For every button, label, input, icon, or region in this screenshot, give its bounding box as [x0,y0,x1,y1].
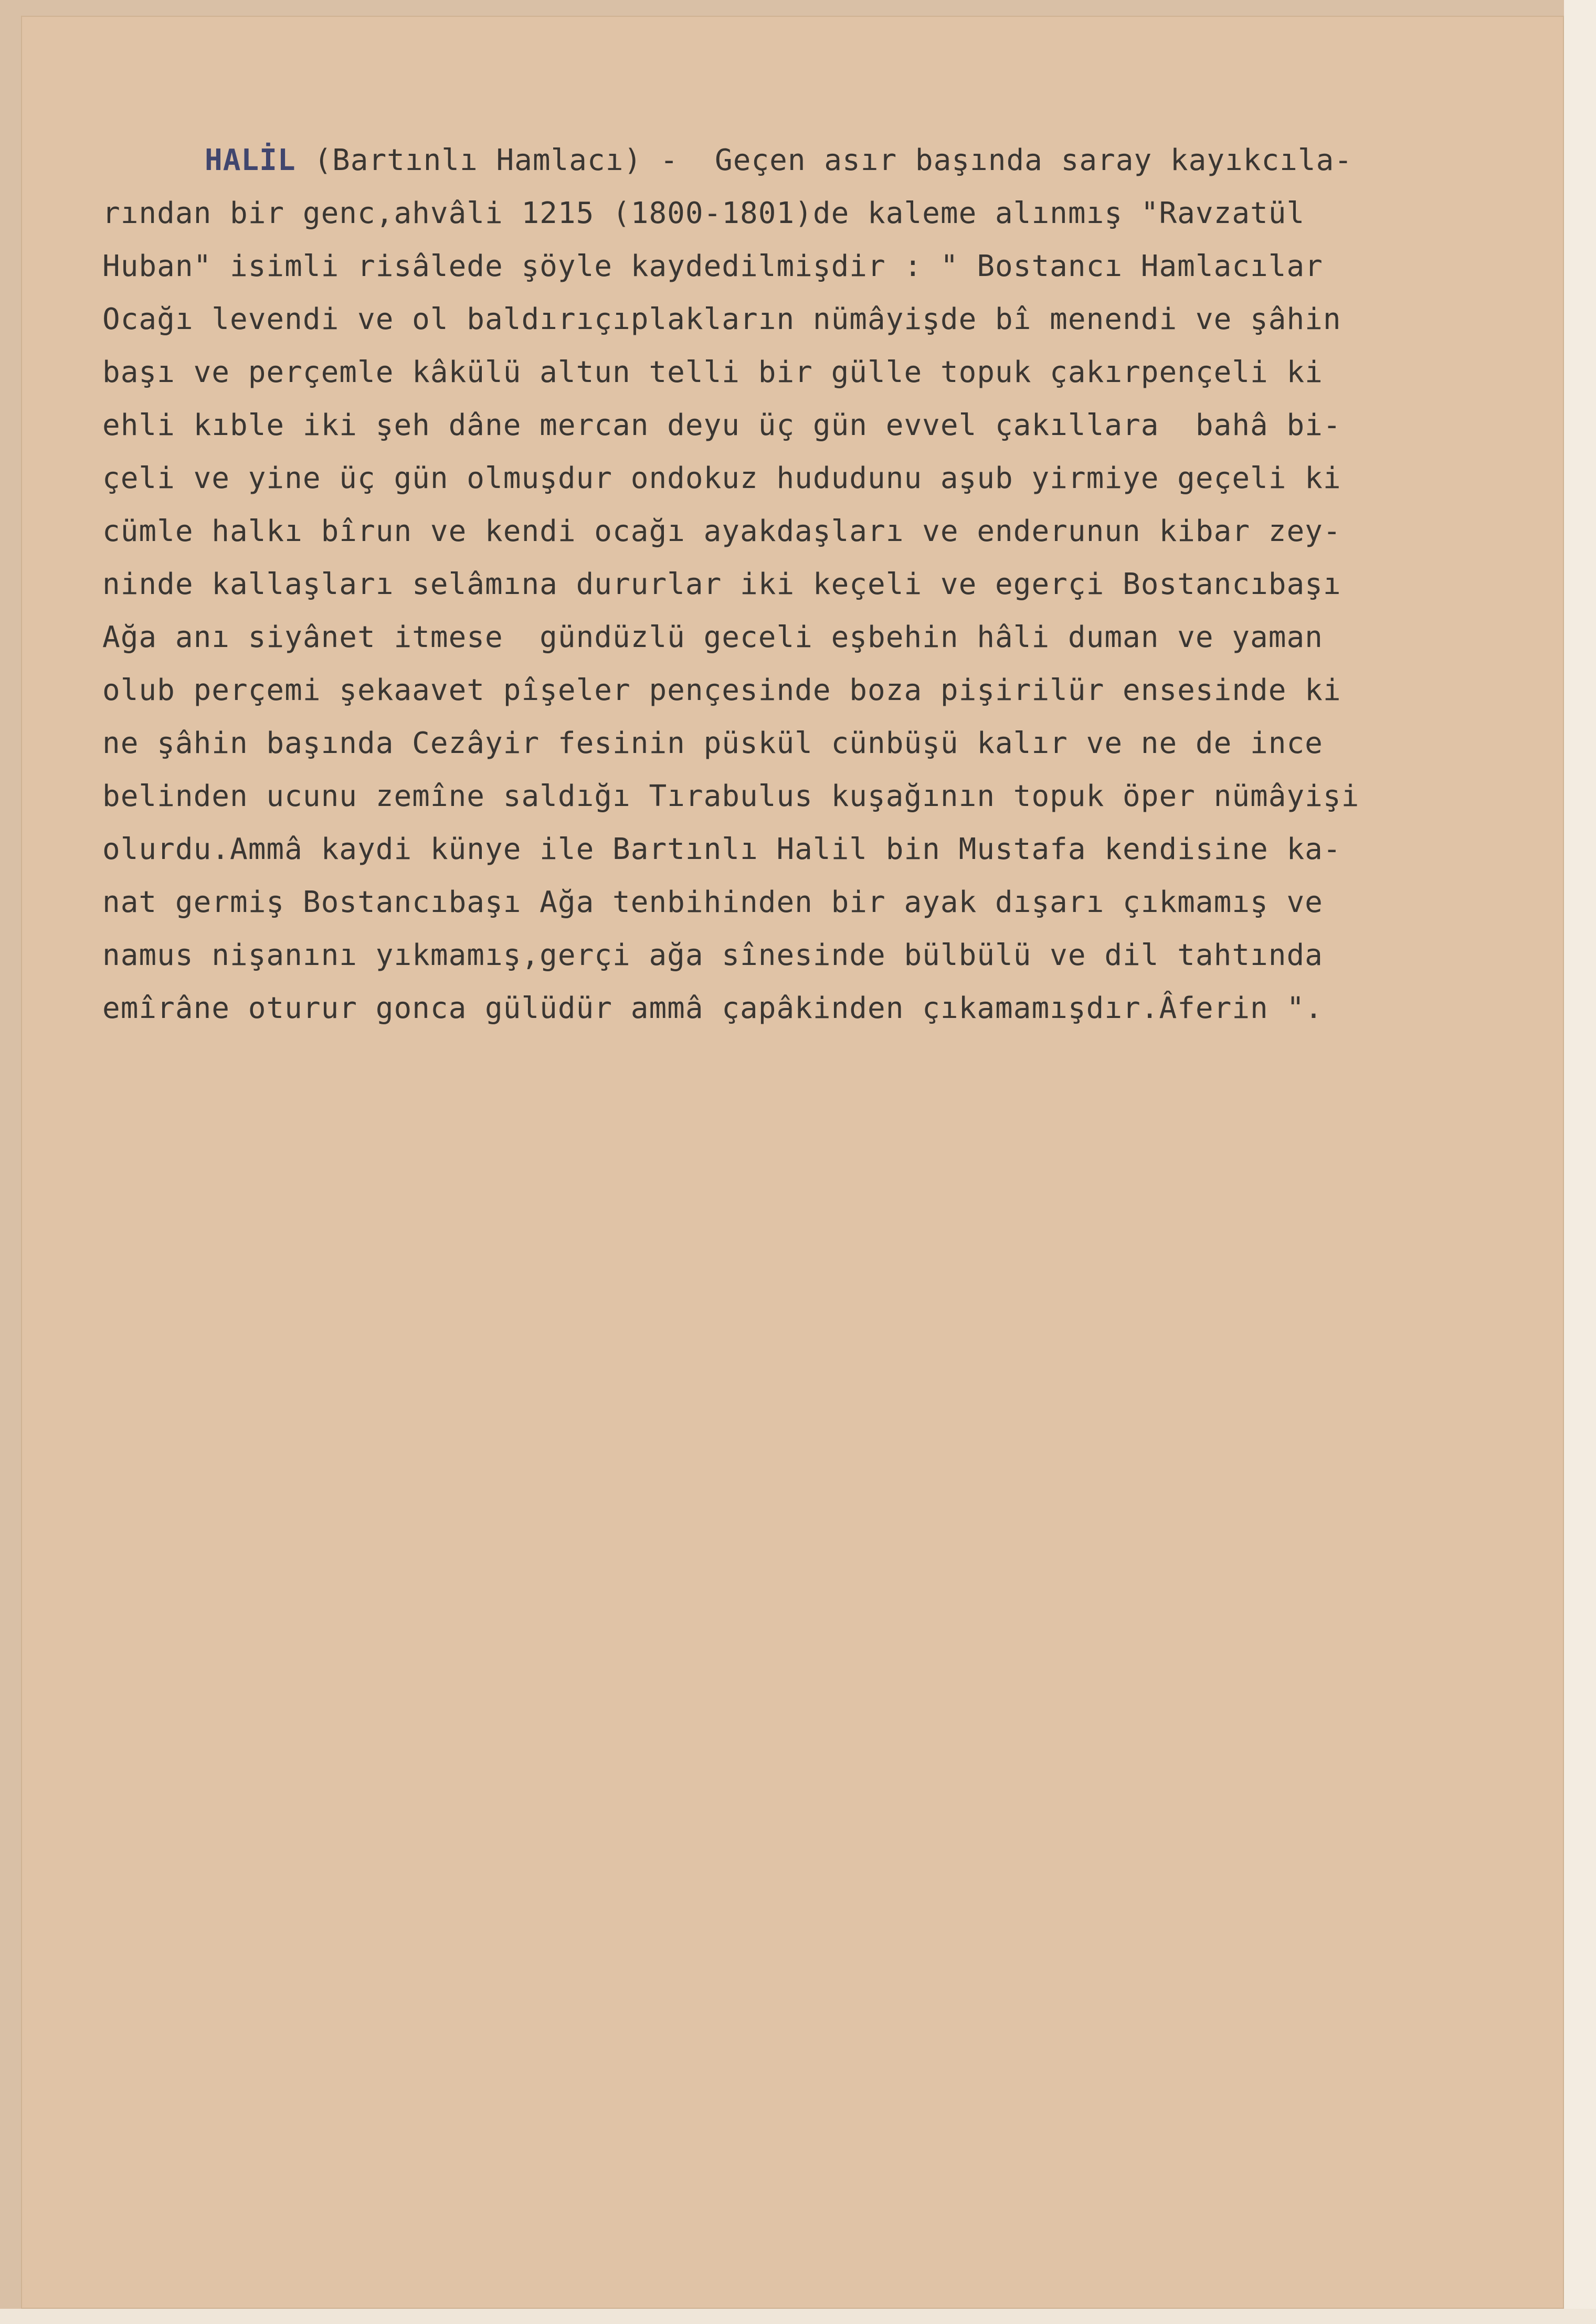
text-line: rından bir genc,ahvâli 1215 (1800-1801)de kaleme alınmış "Ravzatül [102,196,1305,230]
text-line: emîrâne oturur gonca gülüdür ammâ çapâkinden çıkamamışdır.Âferin ". [102,991,1323,1025]
text-line: ne şâhin başında Cezâyir fesinin püskül cünbüşü kalır ve ne de ince [102,726,1323,760]
typed-text-block [102,134,1551,1035]
text-line: başı ve perçemle kâkülü altun telli bir gülle topuk çakırpençeli ki [102,355,1323,389]
text-line: ehli kıble iki şeh dâne mercan deyu üç gün evvel çakıllara bahâ bi- [102,408,1341,442]
text-line: ninde kallaşları selâmına dururlar iki keçeli ve egerçi Bostancıbaşı [102,567,1341,601]
text-line: olurdu.Ammâ kaydi künye ile Bartınlı Halil bin Mustafa kendisine ka- [102,832,1341,866]
text-line: çeli ve yine üç gün olmuşdur ondokuz hududunu aşub yirmiye geçeli ki [102,461,1341,495]
background-bottom-edge [0,2309,1596,2324]
entry-heading: HALİL [205,143,296,177]
text-line: cümle halkı bîrun ve kendi ocağı ayakdaşları ve enderunun kibar zey- [102,514,1341,548]
text-line [102,134,1551,187]
text-line: olub perçemi şekaavet pîşeler pençesinde boza pişirilür ensesinde ki [102,673,1341,707]
text-line: nat germiş Bostancıbaşı Ağa tenbihinden bir ayak dışarı çıkmamış ve [102,885,1323,919]
text-line: Huban" isimli risâlede şöyle kaydedilmişdir : " Bostancı Hamlacılar [102,249,1323,283]
text-line: belinden ucunu zemîne saldığı Tırabulus kuşağının topuk öper nümâyişi [102,779,1360,813]
text-line: Ocağı levendi ve ol baldırıçıplakların nümâyişde bî menendi ve şâhin [102,302,1341,336]
text-line: namus nişanını yıkmamış,gerçi ağa sînesinde bülbülü ve dil tahtında [102,938,1323,972]
text-line-content: (Bartınlı Hamlacı) - Geçen asır başında saray kayıkcıla- [295,143,1353,177]
text-line: Ağa anı siyânet itmese gündüzlü geceli eşbehin hâli duman ve yaman [102,620,1323,654]
background-right-edge [1564,0,1596,2324]
